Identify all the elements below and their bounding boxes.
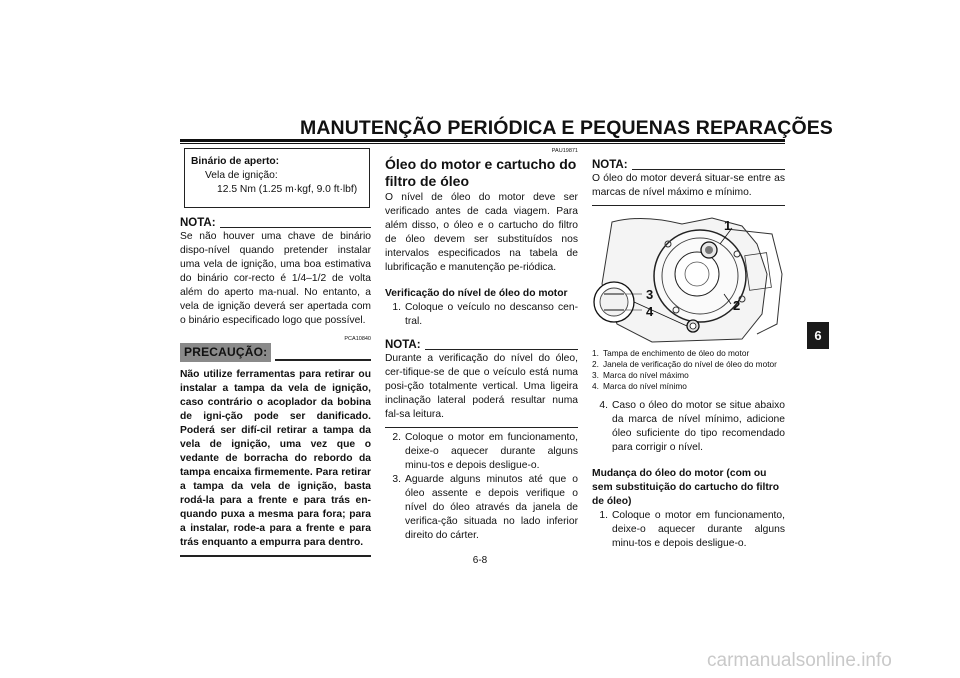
torque-title: Binário de aperto: bbox=[191, 156, 280, 167]
caption-item bbox=[592, 348, 785, 359]
column-right bbox=[592, 148, 785, 551]
chapter-tab: 6 bbox=[807, 322, 829, 349]
engine-illustration bbox=[592, 214, 785, 343]
note-end-rule bbox=[592, 205, 785, 206]
caution-rule bbox=[275, 359, 371, 361]
column-left bbox=[180, 148, 371, 557]
caption-number: 1. bbox=[592, 348, 599, 358]
caution-label: PRECAUÇÃO: bbox=[180, 343, 271, 362]
column-middle bbox=[385, 148, 578, 543]
note-rule bbox=[632, 169, 785, 170]
figure-label-3: 3 bbox=[646, 287, 654, 302]
step-number: 4. bbox=[599, 400, 608, 411]
note-heading bbox=[592, 158, 785, 172]
caption-number: 4. bbox=[592, 381, 599, 391]
caution-end-rule bbox=[180, 555, 371, 557]
caption-item bbox=[592, 359, 785, 370]
note-label: NOTA: bbox=[385, 339, 421, 351]
torque-item-label: Vela de ignição: bbox=[205, 170, 278, 181]
engine-oil-figure bbox=[592, 214, 785, 343]
note-label: NOTA: bbox=[592, 159, 628, 171]
note-heading bbox=[385, 338, 578, 352]
torque-value: 12.5 Nm (1.25 m·kgf, 9.0 ft·lbf) bbox=[217, 184, 358, 195]
section-intro: O nível de óleo do motor deve ser verificado antes de cada viagem. Para além disso, o óleo e o cartucho do filtro de óleo devem ser substituídos nos intervalos especificados na tabela de lubrificação e manutenção pe-riódica. bbox=[385, 192, 578, 273]
figure-label-4: 4 bbox=[646, 304, 654, 319]
subsection-title: Verificação do nível de óleo do motor bbox=[385, 288, 568, 299]
note-text: O óleo do motor deverá situar-se entre as marcas de nível máximo e mínimo. bbox=[592, 173, 785, 198]
caution-heading bbox=[180, 343, 371, 362]
watermark: carmanualsonline.info bbox=[707, 650, 892, 671]
header-rule bbox=[180, 139, 785, 142]
figure-label-1: 1 bbox=[724, 218, 732, 233]
note-text: Se não houver uma chave de binário dispo-nível quando pretender instalar uma vela de ignição, uma boa estimativa do binário cor-recto é 1/4–1/2 de volta além do aperto ma-nual. No entanto, a vela de ignição deverá ser apertada com o binário especificado logo que possível. bbox=[180, 231, 371, 326]
note-text: Durante a verificação do nível do óleo, cer-tifique-se de que o veículo está numa posi-ção totalmente vertical. Uma ligeira inclinação lateral poderá resultar numa fal-sa leitura. bbox=[385, 353, 578, 420]
note-label: NOTA: bbox=[180, 217, 216, 229]
page-header-title: MANUTENÇÃO PERIÓDICA E PEQUENAS REPARAÇÕES bbox=[300, 117, 833, 139]
step-item bbox=[385, 301, 578, 329]
caption-text: Janela de verificação do nível de óleo do motor bbox=[603, 359, 777, 369]
caption-number: 2. bbox=[592, 359, 599, 369]
step-number: 2. bbox=[392, 432, 401, 443]
step-item bbox=[385, 431, 578, 473]
step-text: Aguarde alguns minutos até que o óleo assente e depois verifique o nível do óleo através da janela de verifica-ção situada no lado inferior direito do cárter. bbox=[405, 474, 578, 541]
step-text: Coloque o veículo no descanso cen-tral. bbox=[405, 302, 578, 327]
torque-spec-box bbox=[184, 148, 370, 208]
note-heading bbox=[180, 216, 371, 230]
header-rule-thin bbox=[180, 143, 785, 144]
note-end-rule bbox=[385, 427, 578, 428]
caption-number: 3. bbox=[592, 370, 599, 380]
note-rule bbox=[425, 349, 578, 350]
step-item bbox=[592, 509, 785, 551]
step-item bbox=[592, 399, 785, 455]
figure-caption-list bbox=[592, 348, 785, 392]
caption-text: Tampa de enchimento de óleo do motor bbox=[603, 348, 750, 358]
caution-code: PCA10840 bbox=[344, 336, 371, 342]
step-text: Coloque o motor em funcionamento, deixe-o aquecer durante alguns minu-tos e depois desligue-o. bbox=[405, 432, 578, 471]
step-text: Coloque o motor em funcionamento, deixe-o aquecer durante alguns minu-tos e depois desligue-o. bbox=[612, 510, 785, 549]
caption-item bbox=[592, 370, 785, 381]
step-number: 3. bbox=[392, 474, 401, 485]
caption-text: Marca do nível máximo bbox=[603, 370, 689, 380]
step-text: Caso o óleo do motor se situe abaixo da marca de nível mínimo, adicione óleo suficiente do tipo recomendado para corrigir o nível. bbox=[612, 400, 785, 453]
step-item bbox=[385, 473, 578, 543]
caption-text: Marca do nível mínimo bbox=[603, 381, 687, 391]
subsection-title: Mudança do óleo do motor (com ou sem substituição do cartucho do filtro de óleo) bbox=[592, 468, 780, 507]
caution-text: Não utilize ferramentas para retirar ou instalar a tampa da vela de ignição, caso contrário o acoplador da bobina de igni-ção pode ser danificado. Poderá ser difí-cil retirar a tampa da vela de ignição, uma vez que o vedante de borracha do rebordo da tampa encaixa firmemente. Para retirar a tampa da vela de ignição, basta rodá-la para a frente e para trás en-quando puxa a mesma para fora; para a instalar, rode-a para a frente e para trás enquanto a empurra para dentro. bbox=[180, 369, 371, 548]
caption-item bbox=[592, 381, 785, 392]
page-number: 6-8 bbox=[472, 555, 488, 566]
section-code: PAU19871 bbox=[551, 148, 578, 154]
section-title: Óleo do motor e cartucho do filtro de óleo bbox=[385, 156, 577, 189]
figure-label-2: 2 bbox=[733, 298, 741, 313]
note-rule bbox=[220, 227, 371, 228]
step-number: 1. bbox=[392, 302, 401, 313]
step-number: 1. bbox=[599, 510, 608, 521]
